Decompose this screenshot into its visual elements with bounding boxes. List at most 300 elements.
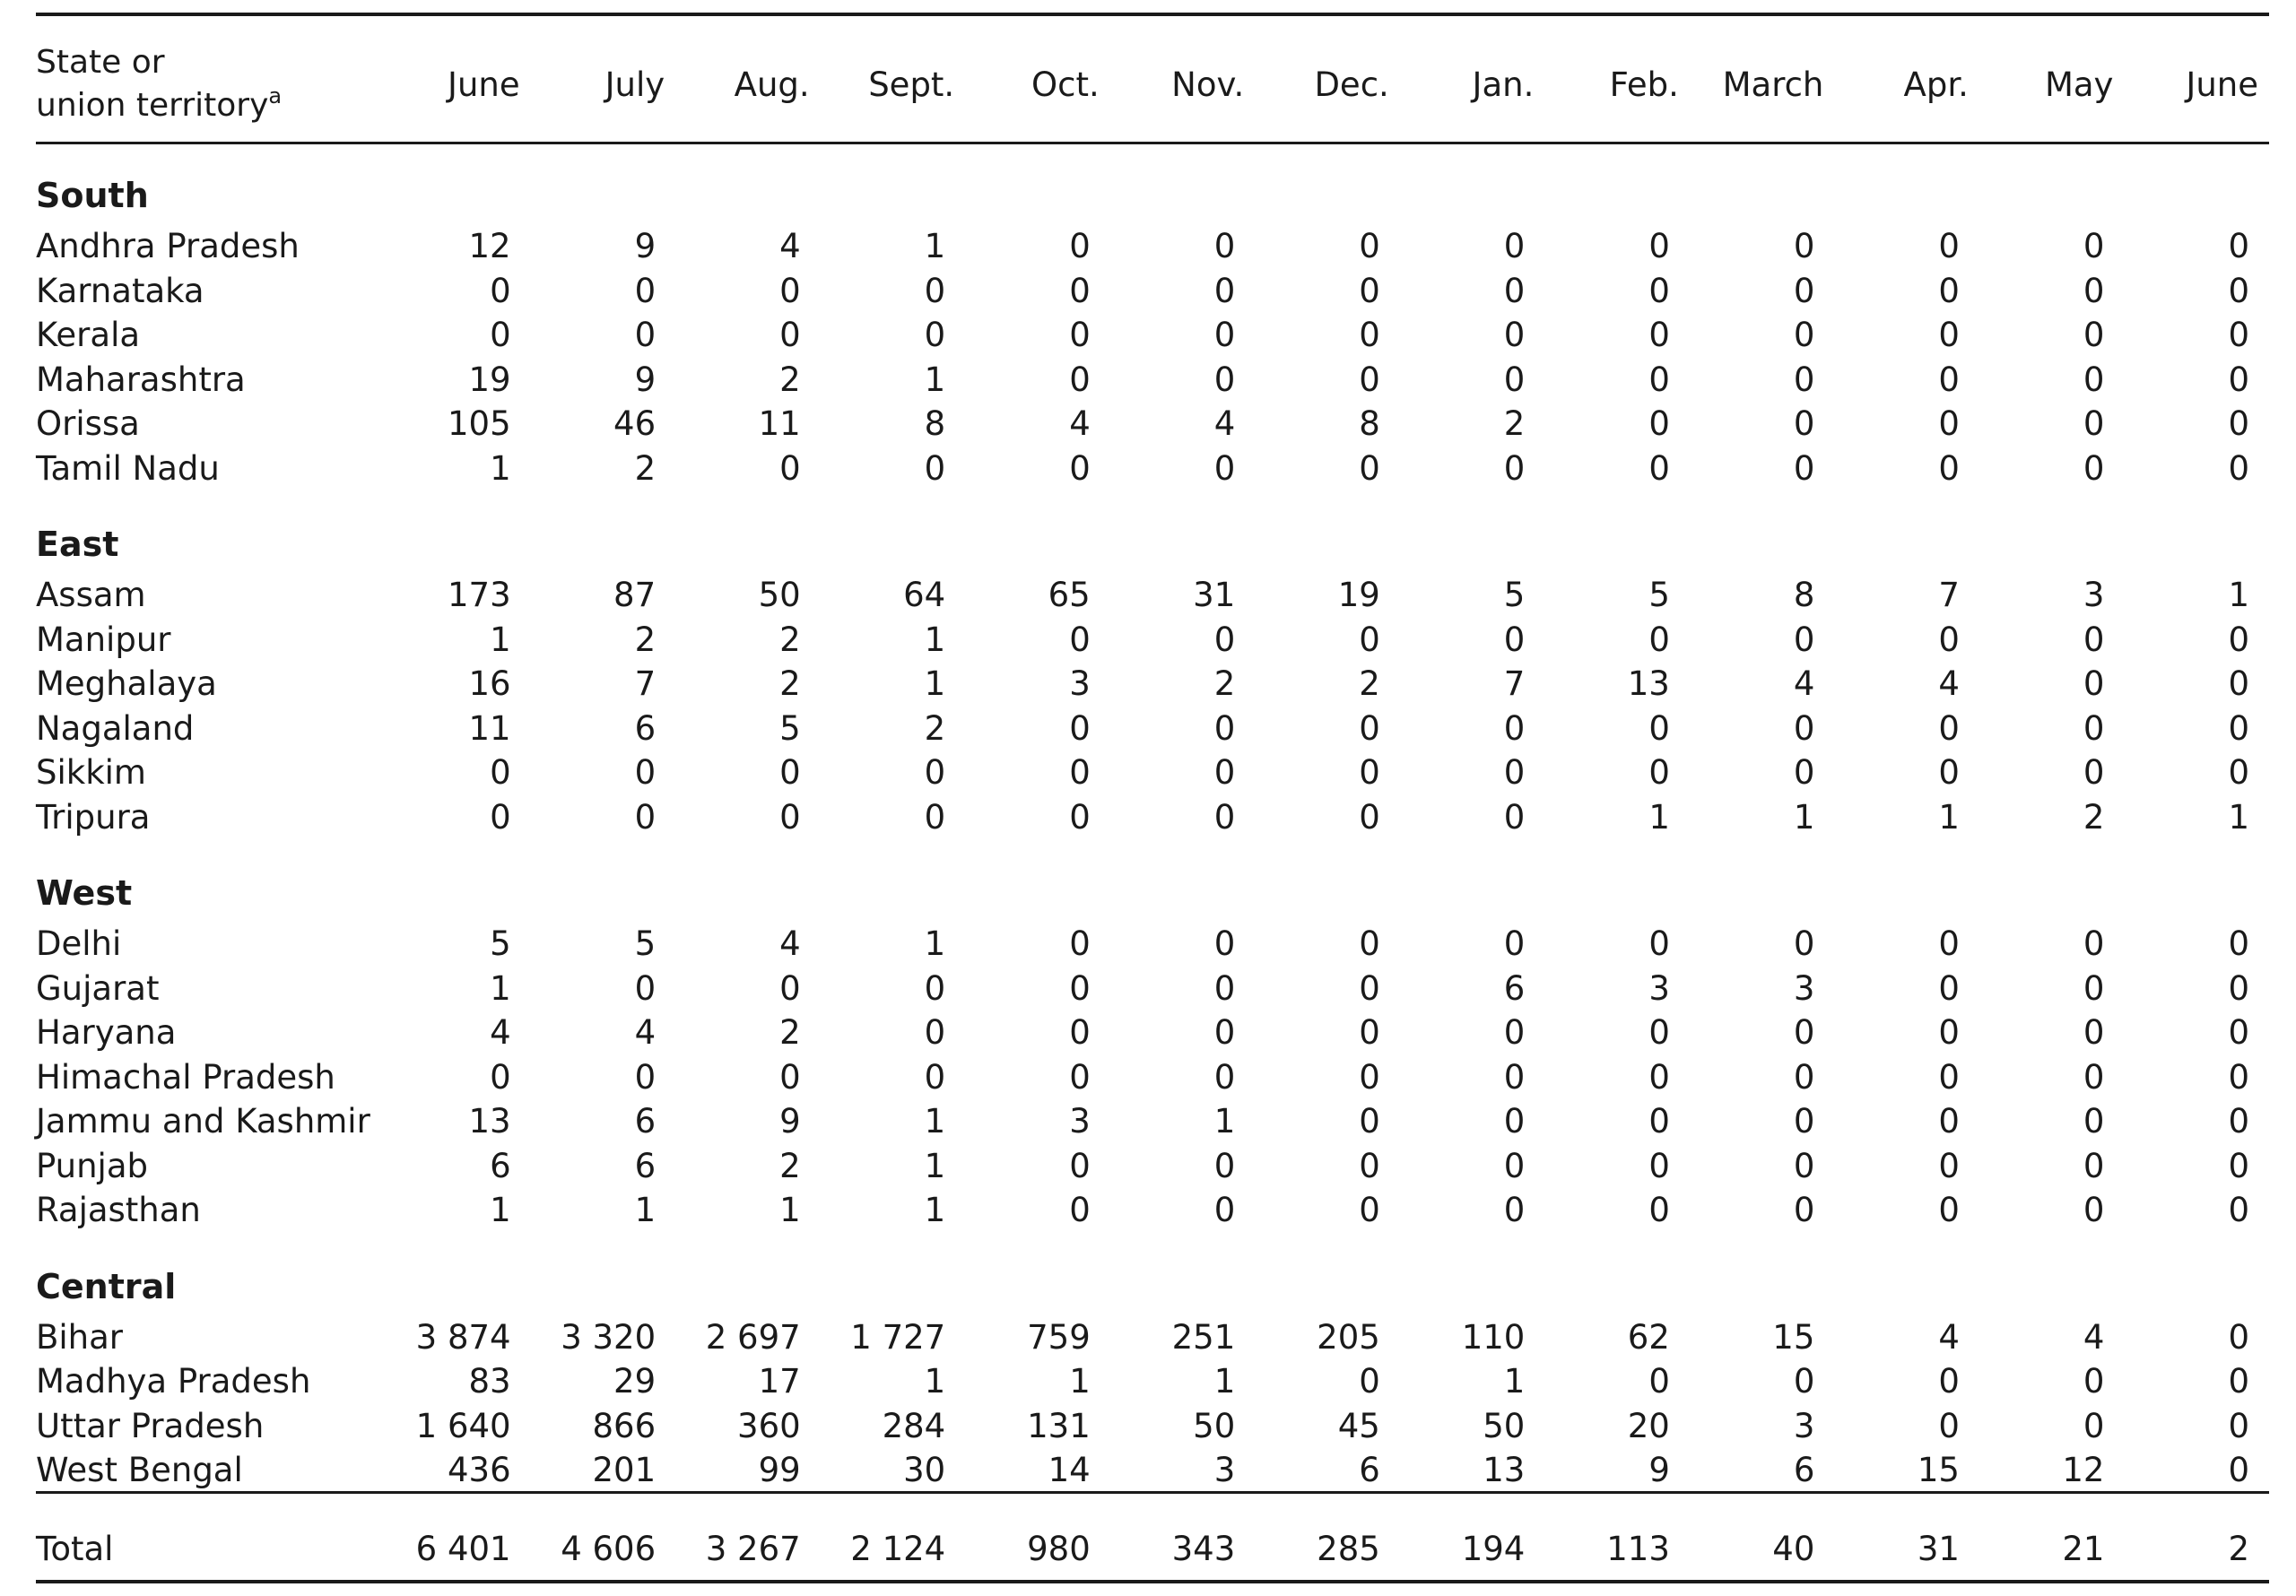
table-cell: 1 (924, 1362, 946, 1401)
table-cell: 0 (779, 316, 801, 355)
table-cell: 0 (1503, 316, 1526, 355)
table-cell: 2 (634, 620, 657, 659)
table-cell: 1 (924, 1102, 946, 1141)
table-cell: 0 (1938, 404, 1960, 444)
table-cell: 2 (1503, 404, 1526, 444)
table-cell: 31 (1193, 576, 1236, 615)
region-heading: East (36, 525, 119, 564)
table-cell: 2 (779, 1146, 801, 1185)
table-cell: 2 (1359, 664, 1380, 704)
table-cell: 0 (1069, 271, 1091, 310)
table-cell: 3 (1069, 1102, 1091, 1141)
month-column-header: Feb. (1609, 65, 1679, 104)
table-cell: 0 (1938, 1013, 1960, 1053)
table-cell: 0 (2228, 1146, 2249, 1185)
table-cell: 0 (2083, 924, 2105, 964)
table-cell: 62 (1627, 1317, 1670, 1357)
table-cell: 1 (2228, 797, 2249, 837)
table-cell: 50 (1483, 1406, 1526, 1445)
table-cell: 0 (1359, 797, 1380, 837)
table-cell: 0 (924, 271, 946, 310)
state-column-header (36, 27, 386, 142)
state-name: Sikkim (36, 753, 146, 793)
table-row (36, 358, 2269, 403)
table-cell: 0 (1503, 227, 1526, 266)
table-cell: 0 (1069, 1057, 1091, 1097)
table-cell: 8 (924, 404, 946, 444)
table-row (36, 967, 2269, 1011)
table-row (36, 1359, 2269, 1404)
table-cell: 0 (2083, 708, 2105, 748)
table-cell: 0 (2083, 968, 2105, 1008)
table-cell: 0 (1359, 924, 1380, 964)
table-cell: 6 (634, 708, 657, 748)
table-cell: 3 (1793, 1406, 1815, 1445)
total-row (36, 1505, 2269, 1593)
table-cell: 0 (1503, 797, 1526, 837)
table-cell: 3 (1069, 664, 1091, 704)
total-label: Total (36, 1530, 114, 1568)
table-cell: 1 (1938, 797, 1960, 837)
table-row (36, 447, 2269, 491)
table-cell: 0 (1648, 753, 1670, 793)
table-cell: 0 (2083, 753, 2105, 793)
table-cell: 0 (1793, 1057, 1815, 1097)
table-cell: 0 (924, 753, 946, 793)
table-cell: 173 (447, 576, 511, 615)
table-cell: 9 (634, 227, 657, 266)
table-cell: 0 (1213, 271, 1236, 310)
table-cell: 866 (592, 1406, 657, 1445)
table-cell: 0 (1359, 316, 1380, 355)
table-cell: 0 (1503, 360, 1526, 399)
table-cell: 0 (1938, 924, 1960, 964)
table-cell: 0 (1069, 360, 1091, 399)
table-cell: 0 (634, 797, 657, 837)
table-cell: 0 (1503, 1191, 1526, 1230)
table-cell: 0 (924, 797, 946, 837)
state-name: Tripura (36, 797, 151, 837)
table-cell: 8 (1793, 576, 1815, 615)
table-cell: 0 (1648, 448, 1670, 488)
table-cell: 7 (634, 664, 657, 704)
table-cell: 2 (779, 664, 801, 704)
table-cell: 5 (779, 708, 801, 748)
month-column-header: Nov. (1171, 65, 1245, 104)
table-cell: 0 (2228, 360, 2249, 399)
table-cell: 0 (1503, 448, 1526, 488)
table-cell: 3 (1793, 968, 1815, 1008)
table-cell: 0 (1069, 968, 1091, 1008)
state-name: Meghalaya (36, 664, 217, 704)
table-cell: 0 (1648, 1362, 1670, 1401)
cases-table (36, 27, 2269, 1593)
table-cell: 1 (1503, 1362, 1526, 1401)
state-name: Assam (36, 576, 146, 615)
table-cell: 0 (1648, 1057, 1670, 1097)
table-cell: 2 (779, 1013, 801, 1053)
table-row (36, 1315, 2269, 1360)
table-cell: 0 (2228, 1451, 2249, 1490)
table-cell: 0 (1503, 1057, 1526, 1097)
table-cell: 6 (1359, 1451, 1380, 1490)
table-row (36, 402, 2269, 447)
table-cell: 0 (779, 753, 801, 793)
table-cell: 4 (1938, 664, 1960, 704)
table-cell: 0 (1793, 227, 1815, 266)
table-cell: 0 (1359, 1362, 1380, 1401)
table-cell: 3 874 (415, 1317, 511, 1357)
month-column-header: Aug. (734, 65, 810, 104)
table-cell: 0 (1793, 620, 1815, 659)
total-cell: 31 (1917, 1530, 1960, 1568)
table-cell: 83 (468, 1362, 511, 1401)
month-column-header: March (1722, 65, 1824, 104)
total-cell: 980 (1027, 1530, 1091, 1568)
table-cell: 0 (2083, 620, 2105, 659)
total-cell: 2 (2228, 1530, 2249, 1568)
state-name: Rajasthan (36, 1191, 201, 1230)
table-cell: 1 (924, 1191, 946, 1230)
table-cell: 0 (1938, 1406, 1960, 1445)
table-cell: 0 (779, 797, 801, 837)
table-cell: 0 (1938, 1102, 1960, 1141)
table-cell: 0 (2228, 1406, 2249, 1445)
table-cell: 0 (1793, 1191, 1815, 1230)
table-row (36, 224, 2269, 269)
table-cell: 0 (1503, 1013, 1526, 1053)
table-cell: 1 (490, 968, 511, 1008)
table-cell: 1 (924, 664, 946, 704)
table-cell: 7 (1938, 576, 1960, 615)
table-row (36, 1144, 2269, 1189)
table-cell: 0 (1069, 797, 1091, 837)
table-cell: 0 (2228, 404, 2249, 444)
state-name: Kerala (36, 316, 141, 355)
table-cell: 0 (1359, 271, 1380, 310)
table-cell: 0 (1793, 404, 1815, 444)
state-name: Nagaland (36, 708, 195, 748)
table-cell: 12 (2062, 1451, 2105, 1490)
table-cell: 0 (1938, 316, 1960, 355)
table-cell: 0 (1938, 1146, 1960, 1185)
table-cell: 0 (1938, 1362, 1960, 1401)
table-cell: 0 (1359, 1146, 1380, 1185)
state-name: Tamil Nadu (36, 448, 220, 488)
table-row (36, 1448, 2269, 1493)
table-cell: 0 (1213, 316, 1236, 355)
table-cell: 14 (1048, 1451, 1091, 1490)
table-cell: 0 (1069, 1013, 1091, 1053)
table-cell: 1 (490, 1191, 511, 1230)
table-cell: 1 727 (850, 1317, 946, 1357)
total-cell: 21 (2062, 1530, 2105, 1568)
table-cell: 1 (924, 1146, 946, 1185)
state-name: Gujarat (36, 968, 160, 1008)
table-cell: 0 (490, 1057, 511, 1097)
table-cell: 0 (1503, 1102, 1526, 1141)
table-cell: 0 (490, 753, 511, 793)
table-cell: 0 (1938, 1191, 1960, 1230)
table-row (36, 1188, 2269, 1233)
table-cell: 0 (1069, 227, 1091, 266)
table-cell: 6 (634, 1146, 657, 1185)
table-cell: 0 (2083, 227, 2105, 266)
table-cell: 0 (1213, 1146, 1236, 1185)
table-cell: 0 (490, 271, 511, 310)
table-cell: 110 (1461, 1317, 1526, 1357)
table-row (36, 750, 2269, 795)
table-cell: 0 (1359, 1191, 1380, 1230)
table-cell: 5 (1648, 576, 1670, 615)
table-cell: 0 (490, 316, 511, 355)
table-row (36, 1099, 2269, 1144)
table-cell: 65 (1048, 576, 1091, 615)
table-row (36, 313, 2269, 358)
table-cell: 13 (1627, 664, 1670, 704)
state-name: Karnataka (36, 271, 204, 310)
state-name: Jammu and Kashmir (36, 1102, 370, 1141)
region-heading-row (36, 1233, 2269, 1315)
table-cell: 0 (1213, 620, 1236, 659)
table-cell: 360 (737, 1406, 801, 1445)
month-column-header: July (604, 65, 665, 104)
table-cell: 0 (1793, 924, 1815, 964)
table-cell: 30 (903, 1451, 946, 1490)
table-cell: 50 (758, 576, 801, 615)
table-cell: 0 (1938, 448, 1960, 488)
table-cell: 2 (1213, 664, 1236, 704)
header-row (36, 27, 2269, 142)
table-cell: 0 (1793, 271, 1815, 310)
table-cell: 0 (1648, 1191, 1670, 1230)
table-cell: 1 (634, 1191, 657, 1230)
table-cell: 0 (1793, 1102, 1815, 1141)
table-cell: 87 (613, 576, 657, 615)
table-cell: 0 (1648, 1013, 1670, 1053)
table-cell: 6 (634, 1102, 657, 1141)
table-cell: 0 (634, 968, 657, 1008)
table-cell: 1 (490, 448, 511, 488)
table-cell: 436 (447, 1451, 511, 1490)
table-cell: 3 (2083, 576, 2105, 615)
table-cell: 1 (924, 924, 946, 964)
table-cell: 19 (1337, 576, 1380, 615)
table-cell: 0 (1069, 448, 1091, 488)
month-column-header: May (2044, 65, 2114, 104)
state-name: Andhra Pradesh (36, 227, 300, 266)
table-cell: 0 (1069, 924, 1091, 964)
table-cell: 4 (779, 227, 801, 266)
table-cell: 6 (1503, 968, 1526, 1008)
table-cell: 0 (924, 448, 946, 488)
total-cell: 113 (1606, 1530, 1670, 1568)
table-cell: 0 (1793, 360, 1815, 399)
table-cell: 0 (1793, 316, 1815, 355)
table-cell: 0 (490, 797, 511, 837)
table-cell: 0 (1213, 1191, 1236, 1230)
table-cell: 1 (924, 227, 946, 266)
total-cell: 343 (1171, 1530, 1236, 1568)
table-cell: 0 (1503, 271, 1526, 310)
table-cell: 1 (924, 620, 946, 659)
table-cell: 0 (1938, 620, 1960, 659)
table-cell: 0 (2083, 448, 2105, 488)
table-cell: 4 (1938, 1317, 1960, 1357)
table-cell: 0 (1503, 1146, 1526, 1185)
table-cell: 9 (1648, 1451, 1670, 1490)
table-cell: 205 (1317, 1317, 1380, 1357)
table-cell: 0 (2083, 316, 2105, 355)
table-cell: 0 (2228, 1102, 2249, 1141)
footnote-marker: a (268, 83, 283, 108)
table-cell: 1 (779, 1191, 801, 1230)
table-cell: 0 (1648, 271, 1670, 310)
region-heading-row (36, 490, 2269, 573)
table-cell: 19 (468, 360, 511, 399)
table-cell: 0 (779, 448, 801, 488)
table-cell: 0 (1213, 797, 1236, 837)
table-cell: 0 (1938, 1057, 1960, 1097)
table-cell: 0 (1793, 1362, 1815, 1401)
table-cell: 0 (2228, 448, 2249, 488)
table-cell: 0 (1213, 1013, 1236, 1053)
table-cell: 105 (447, 404, 511, 444)
table-cell: 0 (2228, 1013, 2249, 1053)
table-cell: 0 (1648, 360, 1670, 399)
table-cell: 0 (1213, 360, 1236, 399)
table-cell: 2 (2083, 797, 2105, 837)
table-cell: 3 320 (561, 1317, 657, 1357)
table-cell: 0 (1213, 924, 1236, 964)
table-cell: 4 (1213, 404, 1236, 444)
table-cell: 0 (2228, 227, 2249, 266)
table-cell: 0 (1213, 753, 1236, 793)
table-cell: 0 (2083, 404, 2105, 444)
month-column-header: June (448, 65, 520, 104)
table-row (36, 662, 2269, 707)
table-cell: 0 (1069, 753, 1091, 793)
table-cell: 0 (2228, 1191, 2249, 1230)
table-cell: 0 (1793, 448, 1815, 488)
table-cell: 0 (2228, 664, 2249, 704)
table-row (36, 922, 2269, 967)
table-cell: 0 (1213, 1057, 1236, 1097)
table-cell: 0 (1938, 708, 1960, 748)
table-cell: 0 (1648, 708, 1670, 748)
table-cell: 29 (613, 1362, 657, 1401)
table-cell: 0 (2083, 1102, 2105, 1141)
region-heading-row (36, 839, 2269, 922)
table-cell: 0 (1359, 968, 1380, 1008)
table-cell: 0 (1069, 1146, 1091, 1185)
table-cell: 0 (924, 316, 946, 355)
table-cell: 0 (1359, 1057, 1380, 1097)
month-column-header: Apr. (1903, 65, 1969, 104)
table-cell: 0 (1648, 1102, 1670, 1141)
table-cell: 2 (924, 708, 946, 748)
table-cell: 0 (2083, 1013, 2105, 1053)
table-cell: 284 (882, 1406, 946, 1445)
month-column-header: Jan. (1472, 65, 1535, 104)
table-cell: 0 (1359, 227, 1380, 266)
total-cell: 3 267 (705, 1530, 801, 1568)
table-cell: 759 (1027, 1317, 1091, 1357)
table-cell: 0 (1503, 753, 1526, 793)
table-cell: 0 (924, 968, 946, 1008)
table-cell: 15 (1772, 1317, 1815, 1357)
table-cell: 12 (468, 227, 511, 266)
table-cell: 0 (634, 1057, 657, 1097)
table-cell: 4 (490, 1013, 511, 1053)
table-cell: 4 (634, 1013, 657, 1053)
table-cell: 0 (2228, 620, 2249, 659)
table-cell: 13 (468, 1102, 511, 1141)
total-cell: 2 124 (850, 1530, 946, 1568)
table-cell: 17 (758, 1362, 801, 1401)
table-cell: 0 (924, 1057, 946, 1097)
total-cell: 194 (1461, 1530, 1526, 1568)
table-cell: 0 (1793, 708, 1815, 748)
table-cell: 1 (1069, 1362, 1091, 1401)
table-cell: 0 (1793, 753, 1815, 793)
table-row (36, 1011, 2269, 1055)
table-cell: 0 (1503, 620, 1526, 659)
region-heading: Central (36, 1266, 177, 1306)
total-cell: 6 401 (415, 1530, 511, 1568)
table-cell: 0 (1648, 227, 1670, 266)
table-cell: 64 (903, 576, 946, 615)
table-cell: 0 (1359, 448, 1380, 488)
table-cell: 131 (1027, 1406, 1091, 1445)
table-cell: 0 (1213, 448, 1236, 488)
table-row (36, 269, 2269, 314)
table-cell: 0 (1938, 968, 1960, 1008)
table-cell: 11 (468, 708, 511, 748)
table-cell: 1 640 (415, 1406, 511, 1445)
table-cell: 0 (2228, 1362, 2249, 1401)
total-cell: 285 (1317, 1530, 1380, 1568)
state-name: Madhya Pradesh (36, 1362, 311, 1401)
table-cell: 0 (1503, 708, 1526, 748)
table-cell: 0 (2083, 1406, 2105, 1445)
table-cell: 0 (1359, 708, 1380, 748)
table-cell: 9 (779, 1102, 801, 1141)
table-cell: 4 (2083, 1317, 2105, 1357)
state-name: Orissa (36, 404, 140, 444)
table-cell: 0 (1503, 924, 1526, 964)
table-cell: 0 (2083, 1191, 2105, 1230)
table-cell: 0 (2228, 271, 2249, 310)
table-cell: 0 (1359, 1102, 1380, 1141)
table-cell: 0 (2083, 271, 2105, 310)
state-name: Haryana (36, 1013, 177, 1053)
table-cell: 45 (1337, 1406, 1380, 1445)
table-cell: 0 (779, 1057, 801, 1097)
table-cell: 0 (1213, 708, 1236, 748)
table-cell: 5 (490, 924, 511, 964)
table-cell: 0 (1648, 1146, 1670, 1185)
state-name: Himachal Pradesh (36, 1057, 335, 1097)
table-cell: 0 (924, 1013, 946, 1053)
table-cell: 0 (1648, 404, 1670, 444)
region-heading: South (36, 176, 149, 215)
state-name: Delhi (36, 924, 122, 964)
month-column-header: Oct. (1031, 65, 1100, 104)
table-cell: 4 (779, 924, 801, 964)
table-cell: 3 (1213, 1451, 1236, 1490)
state-name: Punjab (36, 1146, 149, 1185)
